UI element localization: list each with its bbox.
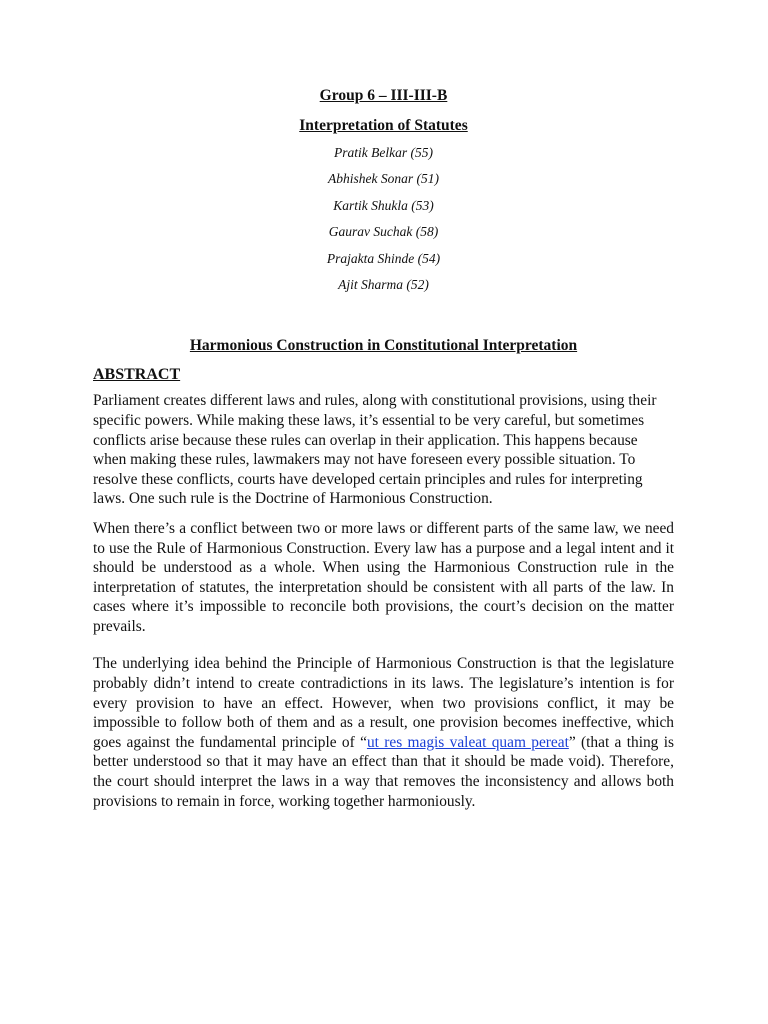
author-name: Kartik Shukla (53) (333, 197, 434, 213)
abstract-paragraph-2: When there’s a conflict between two or more laws or different parts of the same law, we need to use the Rule of Harmonious Construction. Every law has a purpose and a legal intent and it should be understood as a whole. When using the Harmonious Construction rule in the interpretation of statutes, the interpretation should be consistent with all parts of the law. In cases where it’s impossible to reconcile both provisions, the court’s decision on the matter prevails. (93, 519, 674, 635)
author-name: Pratik Belkar (55) (334, 145, 433, 160)
author-name: Prajakta Shinde (54) (326, 250, 441, 266)
abstract-paragraph-1: Parliament creates different laws and rules, along with constitutional provisions, using their specific powers. While making these laws, it’s essential to be very careful, but sometimes conflicts arise because these rules can overlap in their application. This happens because when making these rules, lawmakers may not have foreseen every possible situation. To resolve these conflicts, courts have developed certain principles and rules for interpreting laws. One such rule is the Doctrine of Harmonious Construction. (93, 392, 657, 508)
paragraph-3-text-before: The underlying idea behind the Principle of Harmonious Construction is that the legislature probably didn’t intend to create contradictions in its laws. The legislature’s intention is for every provision to have an effect. However, when two provisions conflict, it may be impossible to follow both of them and as a result, one provision becomes ineffective, which goes against the fundamental principle of “ (93, 655, 674, 751)
paper-title: Harmonious Construction in Constitutional Interpretation (189, 337, 578, 355)
abstract-paragraph-3 (93, 654, 674, 811)
author-name: Gaurav Suchak (58) (328, 224, 439, 240)
group-title: Group 6 – III-III-B (319, 87, 448, 104)
course-title: Interpretation of Statutes (299, 117, 468, 134)
author-name: Abhishek Sonar (51) (328, 171, 439, 187)
abstract-heading: ABSTRACT (93, 366, 181, 384)
latin-maxim-link[interactable]: ut res magis valeat quam pereat (366, 733, 569, 751)
author-list (93, 140, 674, 298)
author-name: Ajit Sharma (52) (338, 276, 429, 292)
paragraph-3-text-after: ” (that a thing is better understood so that it may have an effect than that it should be made void). Therefore, the court should interpret the laws in a way that removes the inconsistency and allows both provisions to remain in force, working together harmoniously. (93, 733, 674, 810)
